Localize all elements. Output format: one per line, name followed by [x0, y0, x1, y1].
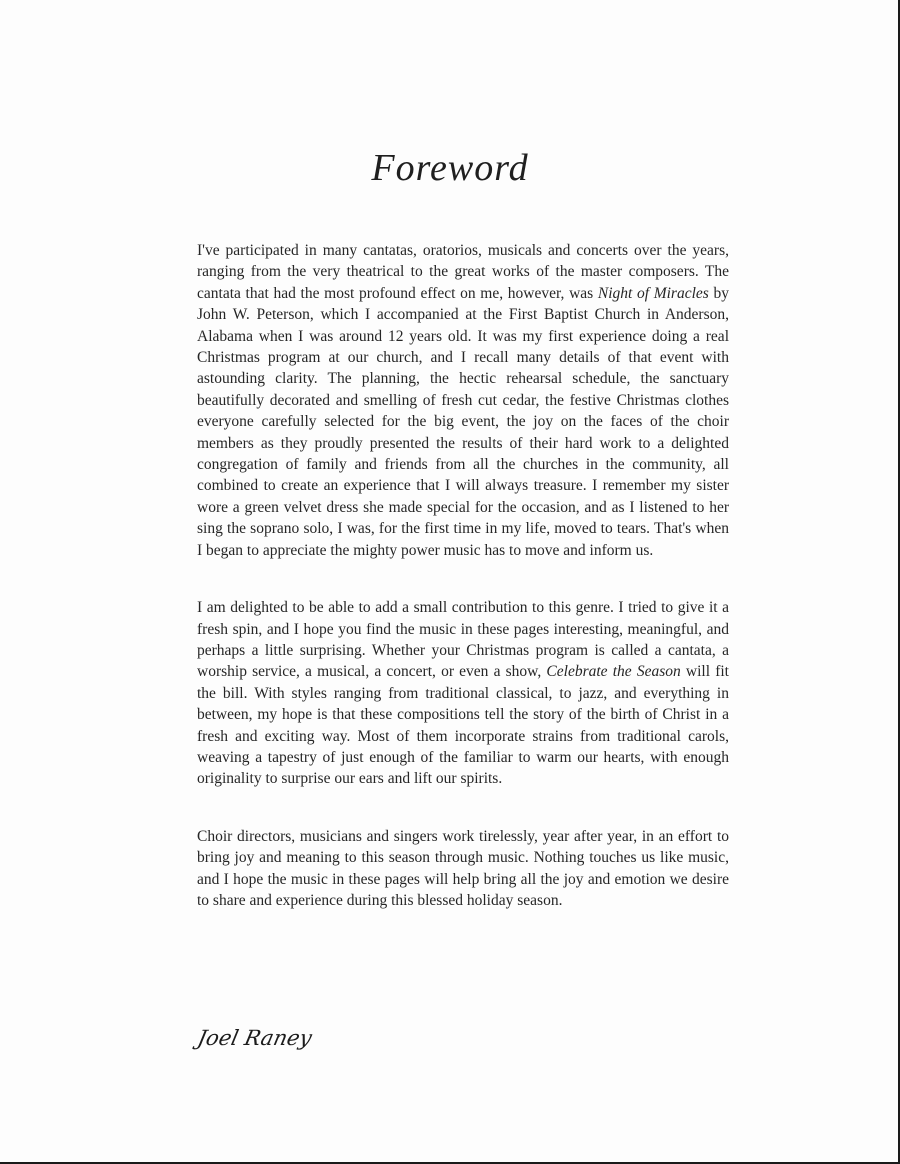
foreword-body [197, 240, 729, 911]
author-signature: Joel Raney [195, 1026, 315, 1050]
paragraph-1 [197, 240, 729, 561]
paragraph-3-text: Choir directors, musicians and singers work tirelessly, year after year, in an effort to bring joy and meaning to this season through music. Nothing touches us like music, and I hope the music in these pages will help bring all the joy and emotion we desire to share and experience during this blessed holiday season. [197, 827, 729, 909]
paragraph-3 [197, 826, 729, 912]
paragraph-2-text-start: I am delighted to be able to add a small contribution to this genre. I tried to give it a fresh spin, and I hope you find the music in these pages interesting, meaningful, and perhaps a little surprising. Whether your Christmas program is called a cantata, a worship service, a musical, a concert, or even a show, [197, 599, 729, 681]
cantata-title-night-of-miracles: Night of Miracles [597, 284, 709, 302]
page-title: Foreword [371, 147, 529, 189]
paragraph-2-text-end: will fit the bill. With styles ranging from traditional classical, to jazz, and everything in between, my hope is that these compositions tell the story of the birth of Christ in a fresh and exciting way. Most of them incorporate strains from traditional carols, weaving a tapestry of just enough of the familiar to warm our hearts, with enough originality to surprise our ears and lift our spirits. [197, 663, 729, 788]
paragraph-1-text-start: I've participated in many cantatas, oratorios, musicals and concerts over the years, ranging from the very theatrical to the great works of the master composers. The cantata that had the most profound effect on me, however, was [197, 242, 729, 302]
paragraph-2 [197, 597, 729, 790]
paragraph-1-text-end: by John W. Peterson, which I accompanied at the First Baptist Church in Anderson, Alabama when I was around 12 years old. It was my first experience doing a real Christmas program at our church, and I recall many details of that event with astounding clarity. The planning, the hectic rehearsal schedule, the sanctuary beautifully decorated and smelling of fresh cut cedar, the festive Christmas clothes everyone carefully selected for the big event, the joy on the faces of the choir members as they proudly presented the results of their hard work to a delighted congregation of family and friends from all the churches in the community, all combined to create an experience that I will always treasure. I remember my sister wore a green velvet dress she made special for the occasion, and as I listened to her sing the soprano solo, I was, for the first time in my life, moved to tears. That's when I began to appreciate the mighty power music has to move and inform us. [197, 284, 730, 559]
collection-title-celebrate-the-season: Celebrate the Season [546, 663, 681, 681]
